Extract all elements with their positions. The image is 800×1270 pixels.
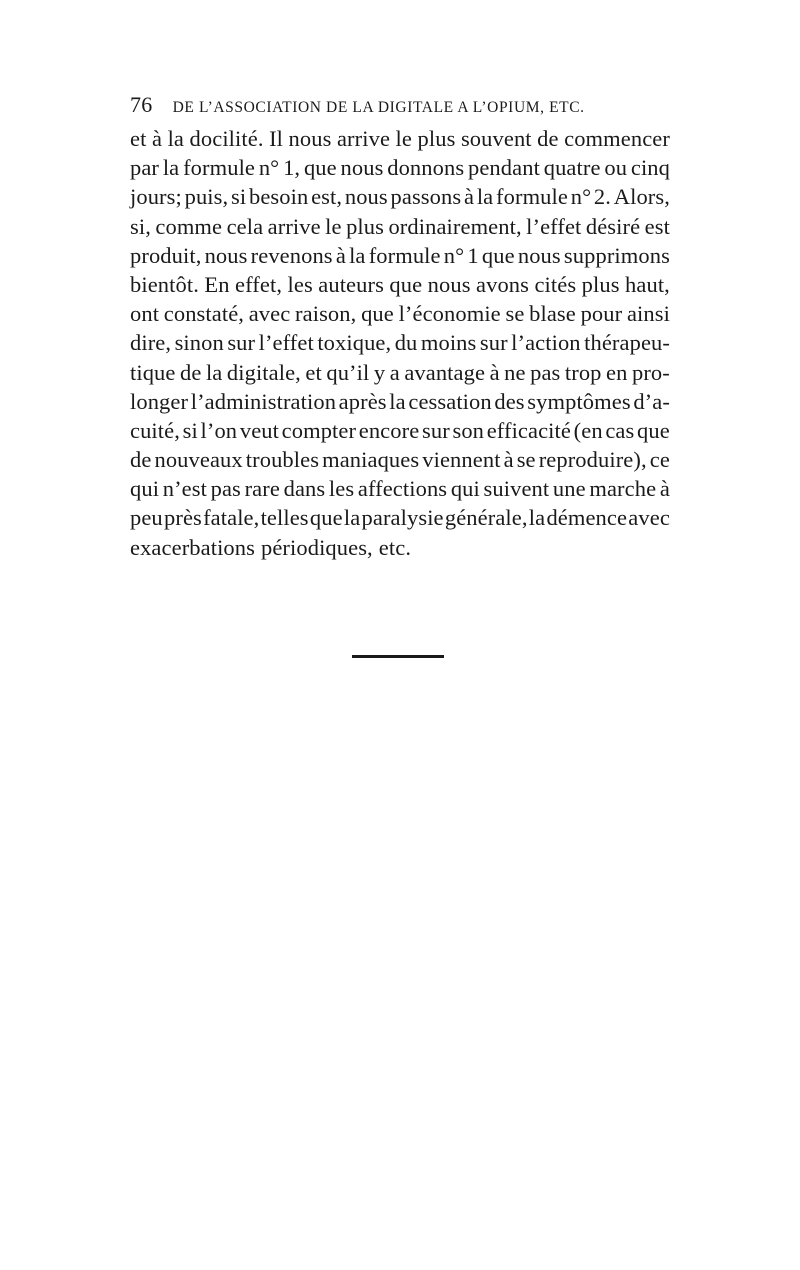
word: la: [205, 359, 223, 385]
word: plus: [417, 126, 456, 151]
word: nouveaux: [154, 447, 243, 473]
word: son: [452, 417, 485, 443]
word: plus: [346, 213, 384, 239]
word: ainsi: [626, 301, 670, 327]
word: arrive: [336, 126, 391, 151]
word: qui: [130, 476, 160, 502]
word: que: [309, 505, 343, 531]
word: n°: [570, 184, 592, 210]
word: plus: [581, 271, 620, 297]
word: a: [389, 359, 400, 385]
word: comme: [155, 213, 223, 239]
word: exacerbations: [130, 534, 255, 560]
word: fatale,: [203, 505, 260, 531]
word: nous: [340, 155, 384, 181]
word: l’effet: [526, 213, 582, 239]
word: viennent: [422, 447, 501, 473]
book-page: [130, 92, 670, 562]
word: si: [182, 417, 198, 443]
word: que: [303, 155, 337, 181]
word: que: [481, 242, 515, 268]
word: etc.: [378, 534, 412, 560]
word: à: [151, 126, 163, 151]
body-text: [130, 124, 670, 562]
word: cinq: [630, 155, 670, 181]
word: sur: [421, 417, 450, 443]
word: rare: [244, 476, 280, 502]
word: si,: [130, 213, 151, 239]
word: la: [343, 505, 361, 531]
word: n°: [258, 155, 280, 181]
text-line: [130, 328, 670, 357]
word: du: [394, 330, 418, 356]
word: démence: [546, 505, 628, 531]
word: arrive: [267, 213, 321, 239]
word: à: [503, 447, 514, 473]
word: près: [164, 505, 202, 531]
word: souvent: [460, 126, 532, 151]
word: y: [373, 359, 386, 385]
word: se: [516, 447, 536, 473]
word: nous: [204, 242, 248, 268]
word: la: [389, 388, 406, 414]
word: d’a-: [633, 388, 670, 414]
word: Alors,: [613, 184, 670, 210]
word: des: [494, 388, 525, 414]
word: telles: [260, 505, 309, 531]
word: n’est: [162, 476, 207, 502]
word: nous: [344, 184, 388, 210]
text-line: [130, 474, 670, 503]
word: (en: [573, 417, 603, 443]
word: dans: [283, 476, 326, 502]
word: constaté,: [163, 301, 245, 327]
word: 1: [467, 242, 479, 268]
word: docilité.: [189, 126, 264, 151]
word: les: [287, 271, 313, 297]
word: qui: [450, 476, 480, 502]
word: avons: [476, 271, 530, 297]
word: nous: [517, 242, 561, 268]
word: affections: [357, 476, 448, 502]
word: est,: [311, 184, 343, 210]
word: que: [389, 271, 423, 297]
word: formule: [496, 184, 568, 210]
word: l’économie: [398, 301, 501, 327]
word: à: [659, 476, 670, 502]
word: à: [489, 359, 500, 385]
page-number: 76: [130, 92, 153, 117]
word: formule: [368, 242, 441, 268]
word: la: [476, 184, 494, 210]
word: toxique,: [317, 330, 392, 356]
word: en: [606, 359, 628, 385]
word: est: [644, 213, 670, 239]
word: troubles: [245, 447, 320, 473]
text-line: [130, 241, 670, 270]
word: tique: [130, 359, 176, 385]
word: périodiques,: [260, 534, 373, 560]
word: efficacité: [486, 417, 571, 443]
word: à: [463, 184, 475, 210]
word: nous: [427, 271, 471, 297]
text-line: [130, 212, 670, 241]
text-line: [130, 299, 670, 328]
text-line: [130, 182, 670, 211]
word: ordinairement,: [388, 213, 522, 239]
word: le: [395, 126, 412, 151]
text-line: [130, 358, 670, 387]
word: revenons: [250, 242, 333, 268]
word: à: [335, 242, 346, 268]
text-line: [130, 416, 670, 445]
word: une: [552, 476, 586, 502]
word: désiré: [585, 213, 641, 239]
word: après: [338, 388, 387, 414]
word: besoin: [248, 184, 309, 210]
word: la: [349, 242, 366, 268]
word: de: [130, 447, 152, 473]
word: ne: [504, 359, 526, 385]
word: passons: [390, 184, 462, 210]
word: Il: [269, 126, 284, 151]
word: compter: [281, 417, 357, 443]
word: trop: [564, 359, 602, 385]
word: En: [204, 271, 230, 297]
word: jours;: [130, 184, 182, 210]
word: que: [637, 417, 670, 443]
word: reproduire),: [538, 447, 647, 473]
word: l’on: [200, 417, 238, 443]
end-rule: [352, 655, 444, 658]
word: le: [325, 213, 342, 239]
word: cas: [605, 417, 635, 443]
word: produit,: [130, 242, 202, 268]
word: la: [167, 126, 185, 151]
word: avantage: [404, 359, 486, 385]
word: bientôt.: [130, 271, 199, 297]
word: commencer: [564, 126, 670, 151]
word: pendant: [468, 155, 540, 181]
word: auteurs: [318, 271, 384, 297]
word: 2.: [593, 184, 611, 210]
word: cela: [226, 213, 264, 239]
word: l’effet: [258, 330, 314, 356]
word: cités: [534, 271, 577, 297]
word: l’administration: [190, 388, 337, 414]
word: 1,: [283, 155, 301, 181]
word: pas: [210, 476, 241, 502]
word: la: [528, 505, 546, 531]
word: qu’il: [326, 359, 370, 385]
word: et: [305, 359, 322, 385]
word: avec: [248, 301, 291, 327]
word: haut,: [625, 271, 670, 297]
word: se: [505, 301, 525, 327]
word: digitale,: [226, 359, 301, 385]
word: ce: [649, 447, 670, 473]
word: générale,: [444, 505, 528, 531]
word: par: [130, 155, 160, 181]
word: paralysie: [361, 505, 444, 531]
word: peu: [130, 505, 163, 531]
word: sur: [227, 330, 256, 356]
word: blase: [529, 301, 576, 327]
word: donnons: [387, 155, 465, 181]
word: cuité,: [130, 417, 180, 443]
word: l’action: [511, 330, 581, 356]
word: ou: [604, 155, 628, 181]
word: puis,: [184, 184, 229, 210]
word: symptômes: [527, 388, 631, 414]
word: sinon: [174, 330, 224, 356]
word: moins: [420, 330, 477, 356]
text-line: [130, 270, 670, 299]
text-line: [130, 503, 670, 532]
word: que: [361, 301, 394, 327]
running-head-title: DE L’ASSOCIATION DE LA DIGITALE A L’OPIUM, ETC.: [172, 99, 585, 116]
word: maniaques: [322, 447, 420, 473]
word: les: [328, 476, 355, 502]
word: encore: [358, 417, 420, 443]
word: cessation: [408, 388, 492, 414]
word: la: [162, 155, 180, 181]
word: nous: [288, 126, 332, 151]
word: dire,: [130, 330, 172, 356]
word: de: [180, 359, 202, 385]
word: marche: [589, 476, 657, 502]
word: n°: [443, 242, 465, 268]
word: pour: [580, 301, 623, 327]
word: veut: [239, 417, 279, 443]
word: et: [130, 126, 147, 151]
word: avec: [628, 505, 670, 531]
word: de: [537, 126, 559, 151]
word: effet,: [235, 271, 283, 297]
text-line: [130, 445, 670, 474]
word: supprimons: [563, 242, 670, 268]
text-line: [130, 124, 670, 153]
word: quatre: [543, 155, 601, 181]
text-line: [130, 387, 670, 416]
word: thérapeu-: [584, 330, 670, 356]
word: suivent: [483, 476, 550, 502]
running-head: [130, 92, 670, 122]
word: raison,: [295, 301, 357, 327]
text-line: [130, 153, 670, 182]
word: si: [231, 184, 247, 210]
word: pas: [530, 359, 561, 385]
word: formule: [183, 155, 256, 181]
word: ont: [130, 301, 160, 327]
word: sur: [479, 330, 508, 356]
word: longer: [130, 388, 189, 414]
text-line: [130, 533, 670, 562]
word: pro-: [631, 359, 670, 385]
